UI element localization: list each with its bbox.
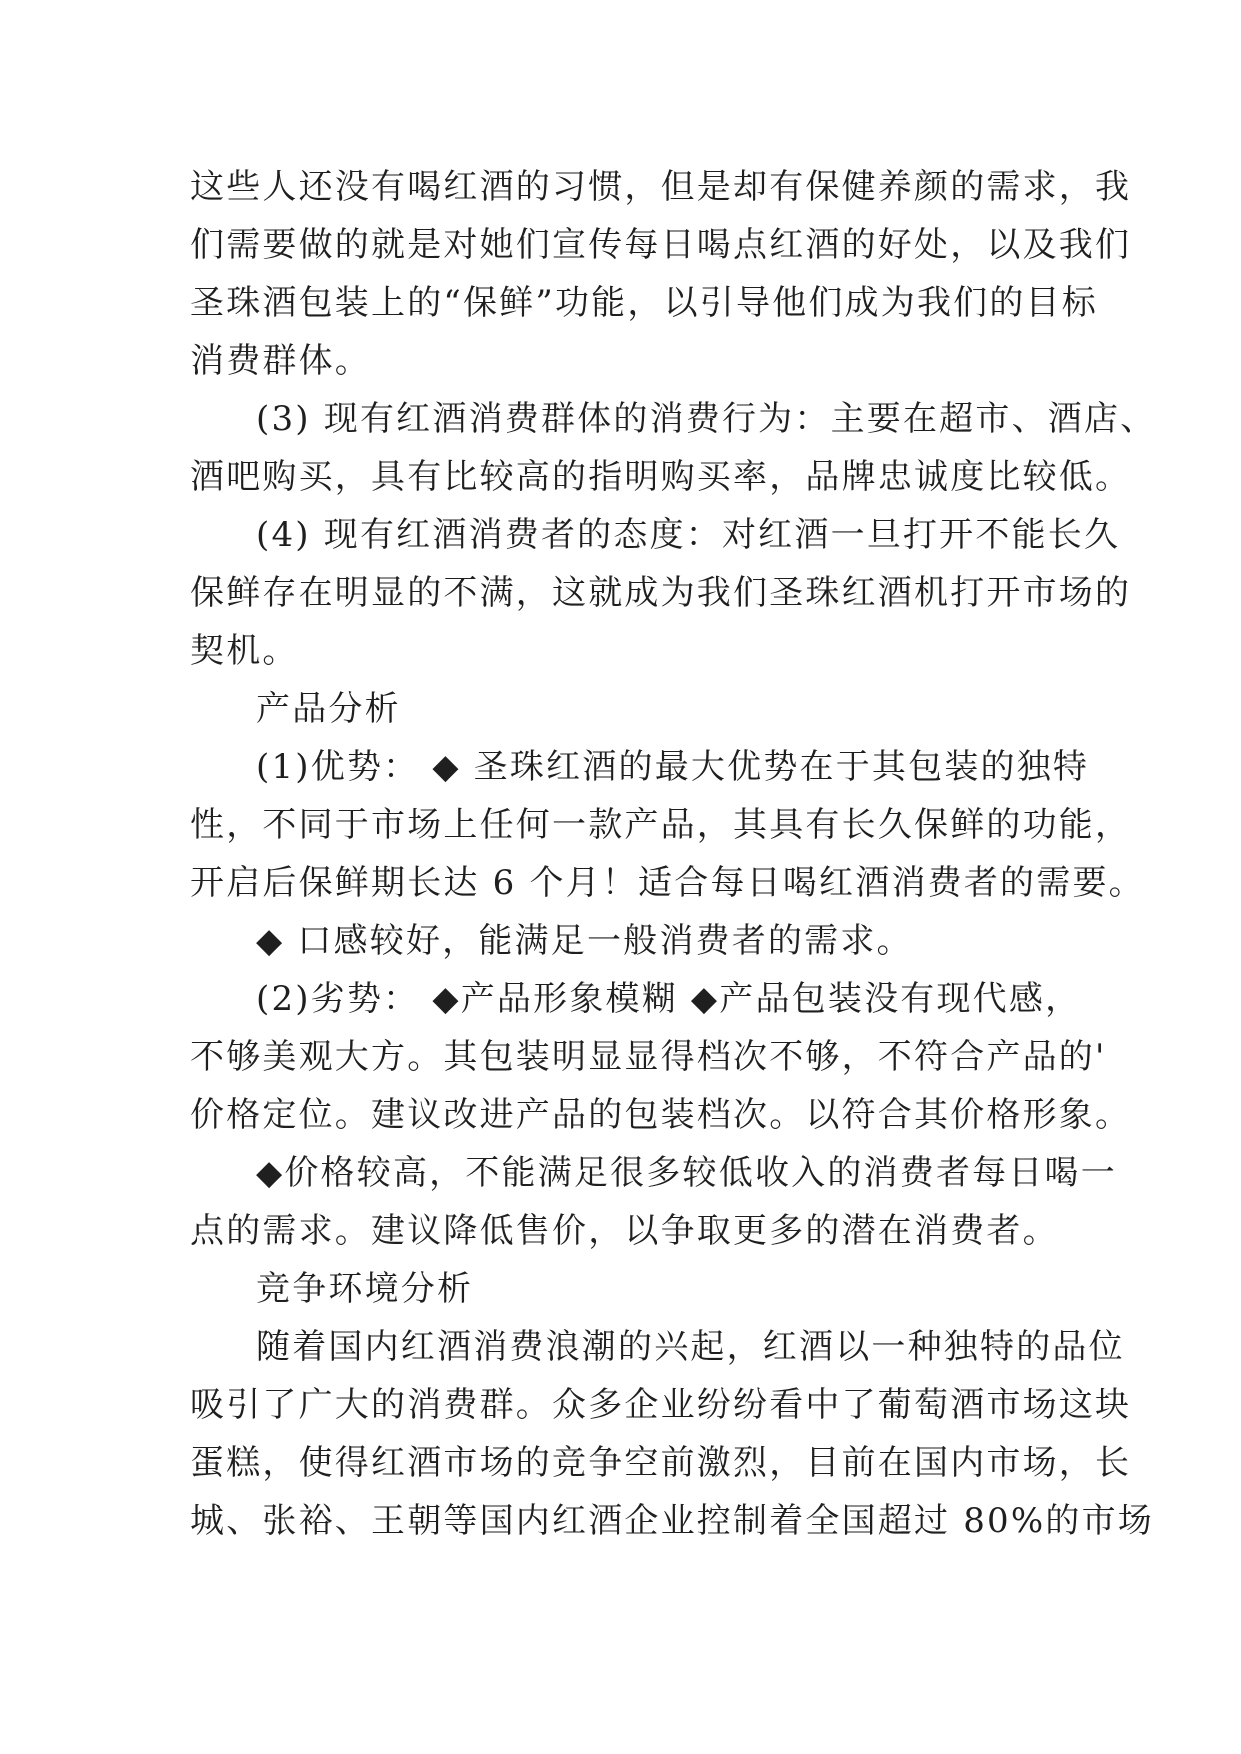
text-line: 性，不同于市场上任何一款产品，其具有长久保鲜的功能，: [190, 805, 1132, 845]
text-line: (1)优势： ◆ 圣珠红酒的最大优势在于其包装的独特: [256, 747, 1090, 787]
text-line: 蛋糕，使得红酒市场的竞争空前激烈，目前在国内市场，长: [190, 1443, 1132, 1483]
text-line: 开启后保鲜期长达 6 个月！适合每日喝红酒消费者的需要。: [190, 863, 1145, 903]
text-line: 随着国内红酒消费浪潮的兴起，红酒以一种独特的品位: [256, 1327, 1125, 1367]
section-heading: 竞争环境分析: [256, 1269, 474, 1309]
text-line: 价格定位。建议改进产品的包装档次。以符合其价格形象。: [190, 1095, 1132, 1135]
text-line: 不够美观大方。其包装明显显得档次不够，不符合产品的': [190, 1037, 1107, 1077]
text-line: (2)劣势： ◆产品形象模糊 ◆产品包装没有现代感，: [256, 979, 1082, 1019]
text-line: (4) 现有红酒消费者的态度：对红酒一旦打开不能长久: [256, 515, 1121, 555]
text-line: 这些人还没有喝红酒的习惯，但是却有保健养颜的需求，我: [190, 167, 1132, 207]
text-line: 吸引了广大的消费群。众多企业纷纷看中了葡萄酒市场这块: [190, 1385, 1132, 1425]
text-line: 保鲜存在明显的不满，这就成为我们圣珠红酒机打开市场的: [190, 573, 1132, 613]
text-line: 城、张裕、王朝等国内红酒企业控制着全国超过 80%的市场: [190, 1501, 1154, 1541]
text-line: ◆价格较高，不能满足很多较低收入的消费者每日喝一: [256, 1153, 1117, 1193]
text-line: ◆ 口感较好，能满足一般消费者的需求。: [256, 921, 913, 961]
document-body: [190, 158, 1157, 1550]
text-line: 圣珠酒包装上的“保鲜”功能，以引导他们成为我们的目标: [190, 283, 1098, 323]
text-line: 契机。: [190, 631, 299, 671]
text-line: 酒吧购买，具有比较高的指明购买率，品牌忠诚度比较低。: [190, 457, 1132, 497]
text-line: 们需要做的就是对她们宣传每日喝点红酒的好处，以及我们: [190, 225, 1132, 265]
section-heading: 产品分析: [256, 689, 401, 729]
text-line: 消费群体。: [190, 341, 371, 381]
text-line: 点的需求。建议降低售价，以争取更多的潜在消费者。: [190, 1211, 1059, 1251]
text-line: (3) 现有红酒消费群体的消费行为：主要在超市、酒店、: [256, 399, 1157, 439]
